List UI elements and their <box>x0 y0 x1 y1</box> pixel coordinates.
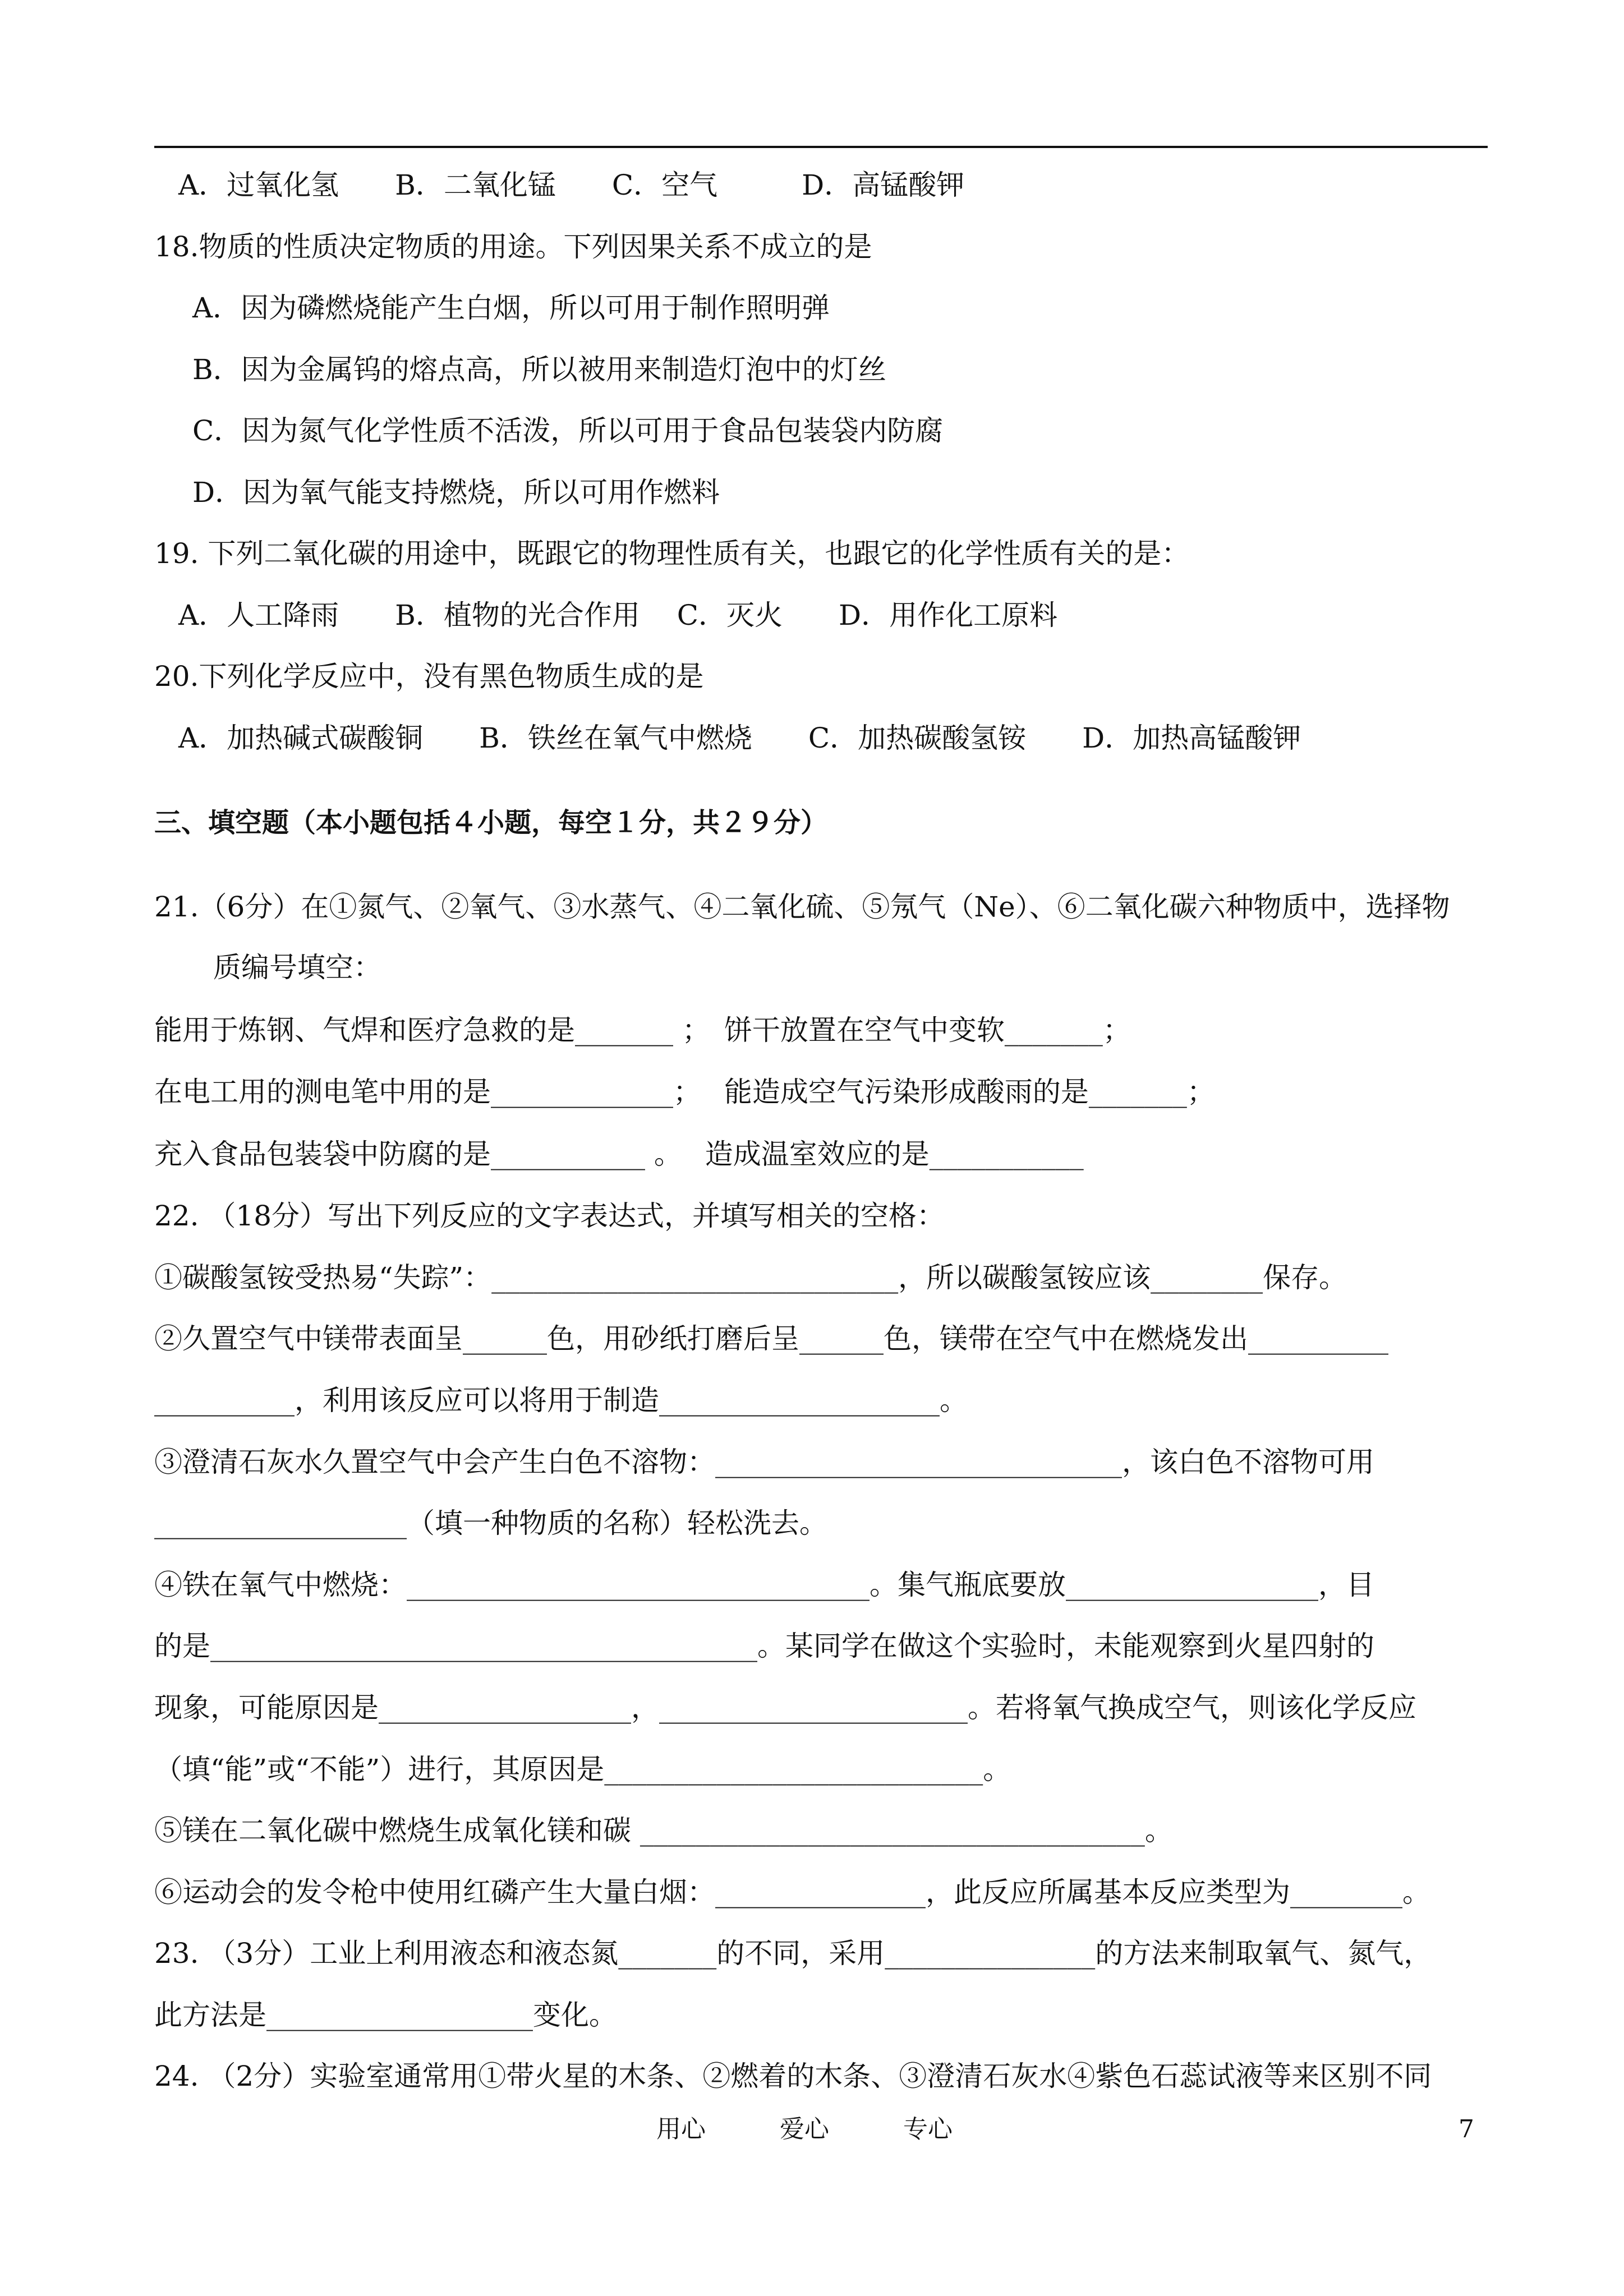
footer-slogan: 用心 爱心 专心 <box>656 2115 953 2143</box>
q20-stem: 20.下列化学反应中，没有黑色物质生成的是 <box>154 660 704 693</box>
header-rule <box>154 146 1488 148</box>
q21-stem: 21.（6分）在①氮气、②氧气、③水蒸气、④二氧化硫、⑤氖气（Ne）、⑥二氧化碳六种物质中，选择物 <box>154 891 1450 923</box>
q22-stem: 22. （18分）写出下列反应的文字表达式，并填写相关的空格： <box>154 1200 945 1232</box>
q21-line-2: 在电工用的测电笔中用的是_____________； 能造成空气污染形成酸雨的是_______； <box>154 1076 1215 1108</box>
q22-item-2: ②久置空气中镁带表面呈______色，用砂纸打磨后呈______色，镁带在空气中在燃烧发出__________ <box>154 1322 1388 1355</box>
q18-option-a: A．因为磷燃烧能产生白烟，所以可用于制作照明弹 <box>192 292 830 324</box>
q24-stem: 24. （2分）实验室通常用①带火星的木条、②燃着的木条、③澄清石灰水④紫色石蕊试液等来区别不同 <box>154 2060 1432 2092</box>
q22-item-1: ①碳酸氢铵受热易“失踪”：_____________________________，所以碳酸氢铵应该________保存。 <box>154 1261 1347 1294</box>
q22-item-4: ④铁在氧气中燃烧：_________________________________。集气瓶底要放__________________，目 <box>154 1569 1374 1601</box>
q22-item-6: ⑥运动会的发令枪中使用红磷产生大量白烟：_______________，此反应所属基本反应类型为________。 <box>154 1876 1430 1908</box>
q22-item-3-cont: __________________（填一种物质的名称）轻松洗去。 <box>154 1507 827 1539</box>
q18-stem: 18.物质的性质决定物质的用途。下列因果关系不成立的是 <box>154 230 872 263</box>
q21-line-3: 充入食品包装袋中防腐的是___________ 。 造成温室效应的是___________ <box>154 1138 1084 1170</box>
q23-stem: 23. （3分）工业上利用液态和液态氮_______的不同，采用_______________的方法来制取氧气、氮气， <box>154 1937 1432 1970</box>
q17-options: A．过氧化氢 B．二氧化锰 C．空气 D．高锰酸钾 <box>178 169 965 201</box>
q19-stem: 19. 下列二氧化碳的用途中，既跟它的物理性质有关，也跟它的化学性质有关的是： <box>154 537 1190 570</box>
q18-option-b: B．因为金属钨的熔点高，所以被用来制造灯泡中的灯丝 <box>192 353 886 386</box>
q22-item-2-cont: __________，利用该反应可以将用于制造____________________。 <box>154 1384 968 1417</box>
q18-option-d: D．因为氧气能支持燃烧，所以可用作燃料 <box>192 476 720 509</box>
q20-options: A．加热碱式碳酸铜 B．铁丝在氧气中燃烧 C．加热碳酸氢铵 D．加热高锰酸钾 <box>178 722 1301 754</box>
q22-item-4-cont-2: 现象，可能原因是__________________，______________________。若将氧气换成空气，则该化学反应 <box>154 1691 1416 1724</box>
q19-options: A．人工降雨 B．植物的光合作用 C．灭火 D．用作化工原料 <box>178 599 1058 631</box>
section-heading: 三、填空题（本小题包括４小题，每空１分，共２９分） <box>154 807 828 838</box>
q22-item-4-cont-3: （填“能”或“不能”）进行，其原因是___________________________。 <box>154 1753 1011 1786</box>
q22-item-5: ⑤镁在二氧化碳中燃烧生成氧化镁和碳 ____________________________________。 <box>154 1814 1173 1847</box>
q23-stem-cont: 此方法是___________________变化。 <box>154 1999 617 2031</box>
q21-line-1: 能用于炼钢、气焊和医疗急救的是_______ ； 饼干放置在空气中变软_______； <box>154 1014 1131 1046</box>
q22-item-3: ③澄清石灰水久置空气中会产生白色不溶物：_____________________________，该白色不溶物可用 <box>154 1446 1374 1478</box>
q18-option-c: C．因为氮气化学性质不活泼，所以可用于食品包装袋内防腐 <box>192 414 944 447</box>
q21-stem-cont: 质编号填空： <box>213 951 381 984</box>
page-number: 7 <box>1459 2115 1474 2143</box>
q22-item-4-cont-1: 的是_______________________________________。某同学在做这个实验时，未能观察到火星四射的 <box>154 1630 1374 1662</box>
